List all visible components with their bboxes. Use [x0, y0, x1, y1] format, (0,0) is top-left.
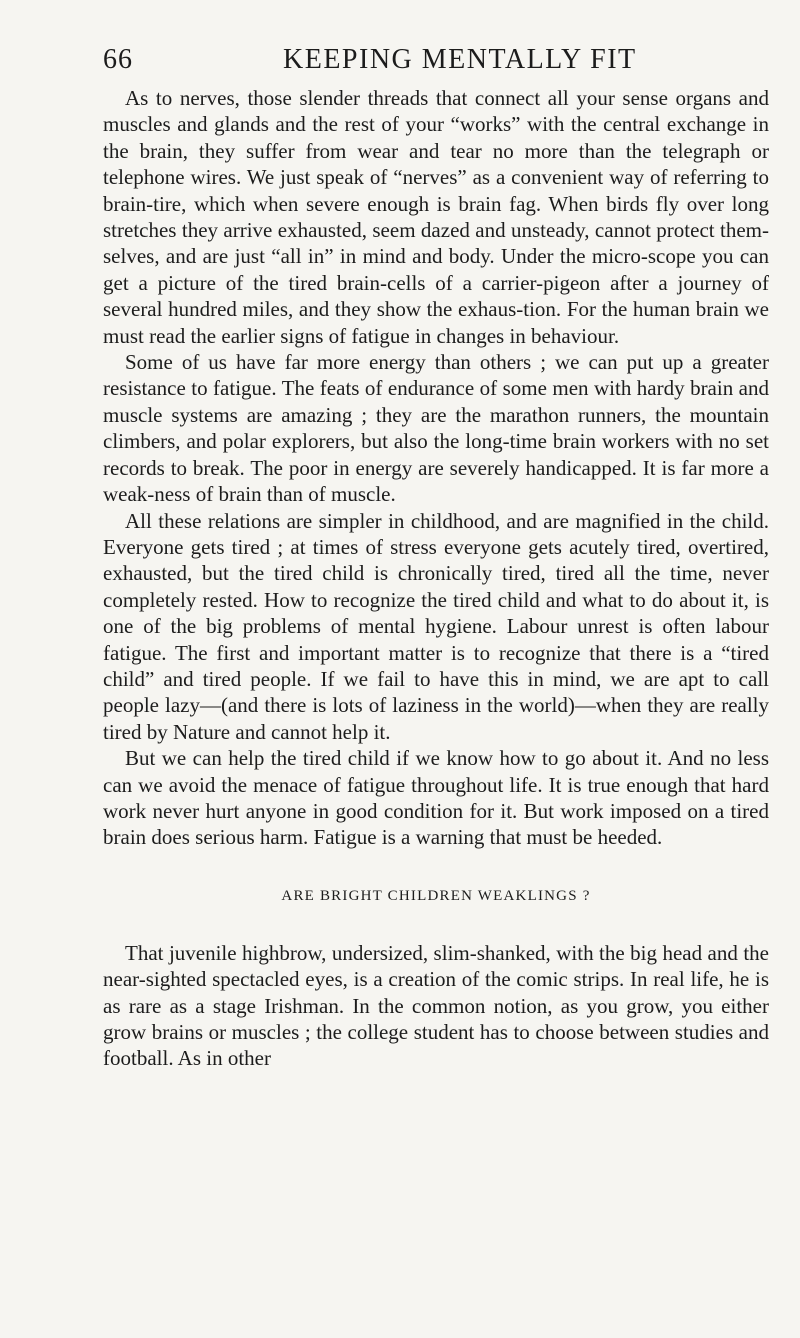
- paragraph-energy: Some of us have far more energy than others ; we can put up a greater resistance to fatigue. The feats of endurance of some men with hardy brain and muscle systems are amazing ; they are the marathon runners, the mountain climbers, and polar explorers, but also the long-time brain workers with no set records to break. The poor in energy are severely handicapped. It is far more a weak-ness of brain than of muscle.: [103, 350, 769, 507]
- section-heading: ARE BRIGHT CHILDREN WEAKLINGS ?: [281, 887, 591, 904]
- paragraph-juvenile-highbrow: That juvenile highbrow, undersized, slim-shanked, with the big head and the near-sighted spectacled eyes, is a creation of the comic strips. In real life, he is as rare as a stage Irishman. In the common notion, as you grow, you either grow brains or muscles ; the college student has to choose between studies and football. As in other: [103, 940, 769, 1071]
- running-title: KEEPING MENTALLY FIT: [283, 44, 637, 75]
- paragraph-nerves: As to nerves, those slender threads that connect all your sense organs and muscles and glands and the rest of your “works” with the central exchange in the brain, they suffer from wear and tear no more than the telegraph or telephone wires. We just speak of “nerves” as a convenient way of referring to brain-tire, which when severe enough is brain fag. When birds fly over long stretches they arrive exhausted, seem dazed and unsteady, cannot protect them-selves, and are just “all in” in mind and body. Under the micro-scope you can get a picture of the tired brain-cells of a carrier-pigeon after a journey of several hundred miles, and they show the exhaus-tion. For the human brain we must read the earlier signs of fatigue in changes in behaviour.: [103, 86, 769, 348]
- page-number: 66: [103, 44, 133, 75]
- paragraph-help-tired-child: But we can help the tired child if we know how to go about it. And no less can we avoid the menace of fatigue throughout life. It is true enough that hard work never hurt anyone in good condition for it. But work imposed on a tired brain does serious harm. Fatigue is a warning that must be heeded.: [103, 746, 769, 850]
- paragraph-childhood: All these relations are simpler in childhood, and are magnified in the child. Everyone gets tired ; at times of stress everyone gets acutely tired, overtired, exhausted, but the tired child is chronically tired, tired all the time, never completely rested. How to recognize the tired child and what to do about it, is one of the big problems of mental hygiene. Labour unrest is often labour fatigue. The first and important matter is to recognize that there is a “tired child” and tired people. If we fail to have this in mind, we are apt to call people lazy—(and there is lots of laziness in the world)—when they are really tired by Nature and cannot help it.: [103, 508, 769, 744]
- running-head: [103, 40, 768, 80]
- body-text: [103, 85, 769, 1072]
